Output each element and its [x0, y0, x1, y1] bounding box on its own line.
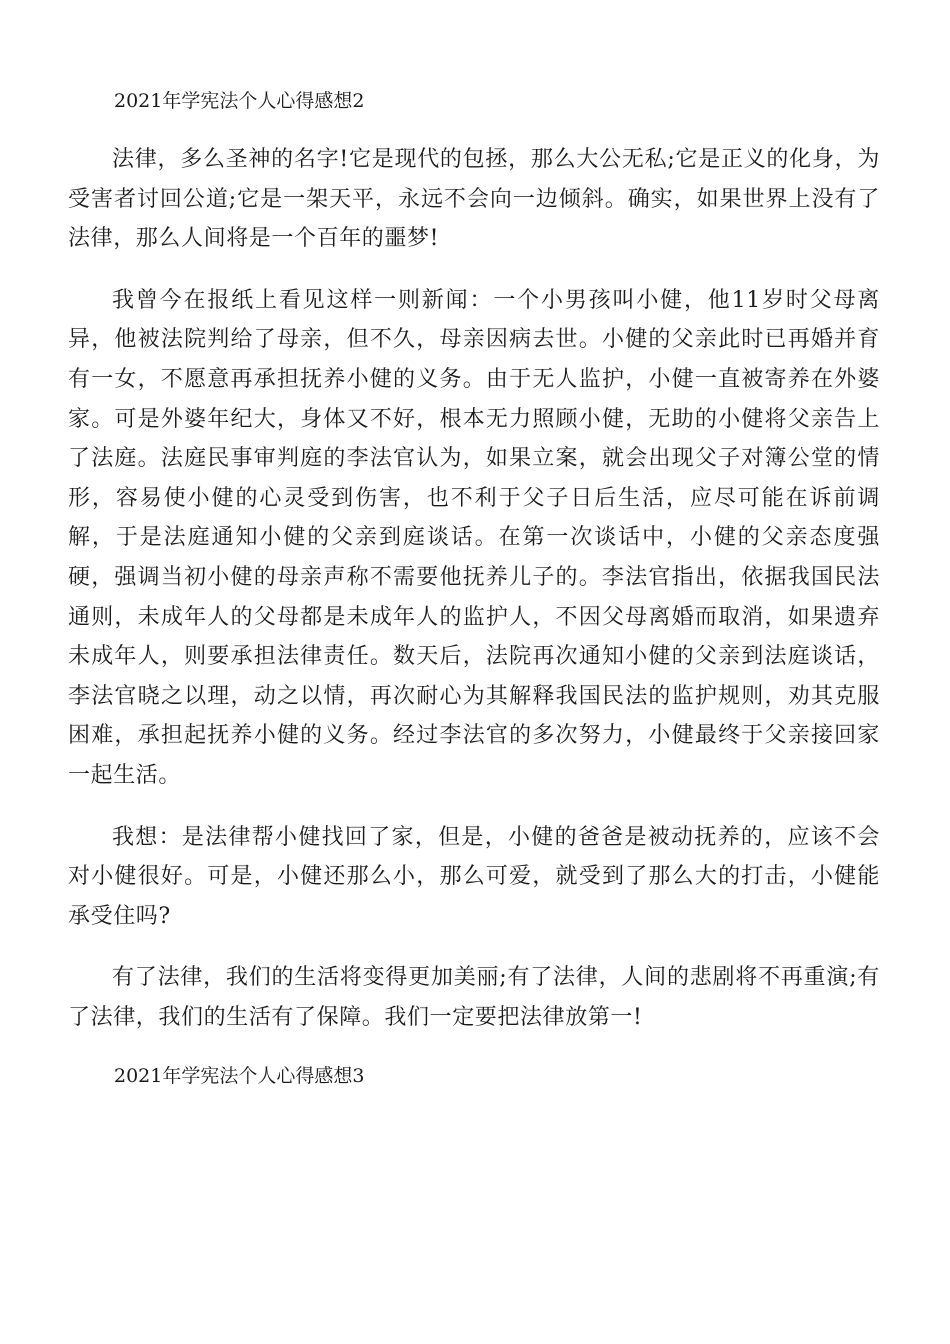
- section-heading: 2021年学宪法个人心得感想3: [114, 1065, 365, 1088]
- section-heading: 2021年学宪法个人心得感想2: [114, 90, 365, 112]
- document-page: [68, 88, 880, 1089]
- paragraph: 我想：是法律帮小健找回了家，但是，小健的爸爸是被动抚养的，应该不会对小健很好。可是，小健还那么小，那么可爱，就受到了那么大的打击，小健能承受住吗?: [68, 824, 880, 929]
- paragraph: 有了法律，我们的生活将变得更加美丽;有了法律，人间的悲剧将不再重演;有了法律，我们的生活有了保障。我们一定要把法律放第一!: [68, 965, 880, 1030]
- paragraph: 我曾今在报纸上看见这样一则新闻：一个小男孩叫小健，他11岁时父母离异，他被法院判给了母亲，但不久，母亲因病去世。小健的父亲此时已再婚并育有一女，不愿意再承担抚养小健的义务。由于无人监护，小健一直被寄养在外婆家。可是外婆年纪大，身体又不好，根本无力照顾小健，无助的小健将父亲告上了法庭。法庭民事审判庭的李法官认为，如果立案，就会出现父子对簿公堂的情形，容易使小健的心灵受到伤害，也不利于父子日后生活，应尽可能在诉前调解，于是法庭通知小健的父亲到庭谈话。在第一次谈话中，小健的父亲态度强硬，强调当初小健的母亲声称不需要他抚养儿子的。李法官指出，依据我国民法通则，未成年人的父母都是未成年人的监护人，不因父母离婚而取消，如果遗弃未成年人，则要承担法律责任。数天后，法院再次通知小健的父亲到法庭谈话，李法官晓之以理，动之以情，再次耐心为其解释我国民法的监护规则，劝其克服困难，承担起抚养小健的义务。经过李法官的多次努力，小健最终于父亲接回家一起生活。: [68, 287, 880, 788]
- paragraph: 法律，多么圣神的名字!它是现代的包拯，那么大公无私;它是正义的化身，为受害者讨回公道;它是一架天平，永远不会向一边倾斜。确实，如果世界上没有了法律，那么人间将是一个百年的噩梦!: [68, 147, 880, 252]
